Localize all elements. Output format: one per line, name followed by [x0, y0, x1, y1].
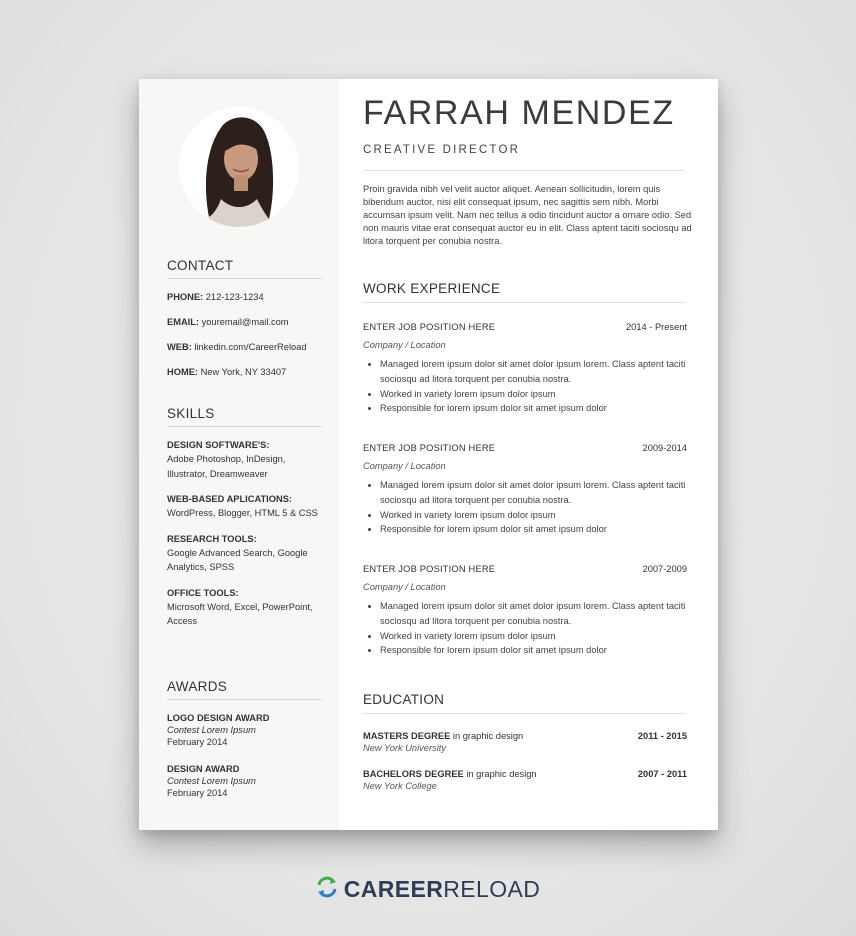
award-title: LOGO DESIGN AWARD: [167, 713, 270, 723]
contact-title: CONTACT: [167, 258, 322, 279]
skills-title: SKILLS: [167, 406, 322, 427]
award-title: DESIGN AWARD: [167, 764, 240, 774]
job-header: [363, 442, 687, 454]
refresh-arrows-icon: [316, 876, 338, 903]
candidate-role: CREATIVE DIRECTOR: [363, 144, 521, 156]
job-bullet: • Responsible for lorem ipsum dolor sit amet ipsum dolor: [380, 522, 687, 537]
education-field: in graphic design: [450, 731, 524, 741]
job-bullets: [363, 599, 687, 658]
contact-home-value: New York, NY 33407: [198, 367, 287, 377]
resume-sidebar: [139, 79, 339, 830]
job-date: 2007-2009: [642, 564, 687, 574]
job-date: 2014 - Present: [626, 322, 687, 332]
award-item: [167, 712, 322, 748]
resume-main: [339, 79, 718, 830]
job-entry: [363, 442, 687, 537]
education-school: New York College: [363, 781, 437, 791]
contact-web-label: WEB:: [167, 342, 192, 352]
job-bullet: • Worked in variety lorem ipsum dolor ipsum: [380, 508, 687, 523]
education-header: [363, 730, 687, 742]
job-position: ENTER JOB POSITION HERE: [363, 443, 496, 453]
contact-phone-label: PHONE:: [167, 292, 204, 302]
job-bullet: • Worked in variety lorem ipsum dolor ipsum: [380, 387, 687, 402]
education-date: 2011 - 2015: [637, 731, 687, 741]
contact-home: [167, 366, 322, 378]
job-company: Company / Location: [363, 461, 446, 471]
skill-item: [167, 439, 322, 481]
job-header: [363, 563, 687, 575]
candidate-name: FARRAH MENDEZ: [363, 94, 675, 132]
awards-title: AWARDS: [167, 679, 322, 700]
job-entry: [363, 321, 687, 416]
header-divider: [363, 170, 685, 171]
skill-text: Google Advanced Search, Google: [167, 547, 308, 558]
contact-home-label: HOME:: [167, 367, 198, 377]
work-experience-title: WORK EXPERIENCE: [363, 281, 685, 303]
skill-text: Analytics, SPSS: [167, 562, 235, 572]
education-title: EDUCATION: [363, 692, 685, 714]
skill-text: WordPress, Blogger, HTML 5 & CSS: [167, 508, 318, 518]
skill-text: Adobe Photoshop, InDesign,: [167, 454, 286, 464]
skill-text: Access: [167, 616, 197, 626]
education-degree: MASTERS DEGREE: [363, 731, 451, 741]
contact-email-label: EMAIL:: [167, 317, 200, 327]
job-entry: [363, 563, 687, 658]
brand-wordmark: [344, 876, 541, 903]
job-company: Company / Location: [363, 340, 446, 350]
contact-phone: [167, 291, 322, 303]
job-bullet: • Managed lorem ipsum dolor sit amet dolor ipsum lorem. Class aptent taciti sociosqu ad litora torquent per conubia nostra.: [380, 478, 687, 508]
contact-phone-value: 212-123-1234: [203, 292, 264, 302]
education-degree-line: [363, 768, 537, 780]
education-header: [363, 768, 687, 780]
education-degree-line: [363, 730, 523, 742]
job-company: Company / Location: [363, 582, 446, 592]
job-bullets: [363, 357, 687, 416]
skill-item: [167, 493, 322, 521]
skill-text: Illustrator, Dreamweaver: [167, 468, 268, 479]
award-date: February 2014: [167, 737, 228, 747]
award-contest: Contest Lorem Ipsum: [167, 776, 256, 786]
job-bullet: • Responsible for lorem ipsum dolor sit amet ipsum dolor: [380, 401, 687, 416]
job-bullets: [363, 478, 687, 537]
job-position: ENTER JOB POSITION HERE: [363, 322, 496, 332]
job-bullet: • Worked in variety lorem ipsum dolor ipsum: [380, 629, 687, 644]
skill-title: OFFICE TOOLS:: [167, 587, 239, 598]
award-date: February 2014: [167, 788, 228, 798]
education-school: New York University: [363, 743, 447, 753]
education-entry: [363, 768, 687, 793]
contact-section: [167, 258, 322, 391]
education-field: in graphic design: [463, 769, 537, 779]
profile-summary: Proin gravida nibh vel velit auctor aliquet. Aenean sollicitudin, lorem quis bibendum auctor, nisi elit consequat ipsum, nec sagittis sem nibh. Morbi accumsan ipsum velit. Nam nec tellus a odio tincidunt auctor a ornare odio. Sed non mauris vitae erat consequat auctor eu in elit. Class aptent taciti sociosqu ad litora torquent per conubia nostra.: [363, 184, 692, 246]
skill-title: WEB-BASED APLICATIONS:: [167, 494, 292, 504]
job-position: ENTER JOB POSITION HERE: [363, 564, 496, 574]
education-date: 2007 - 2011: [637, 769, 687, 779]
education-entry: [363, 730, 687, 755]
contact-web-value: linkedin.com/CareerReload: [191, 342, 307, 352]
skill-item: [167, 533, 322, 575]
job-bullet: • Managed lorem ipsum dolor sit amet dolor ipsum lorem. Class aptent taciti sociosqu ad litora torquent per conubia nostra.: [380, 599, 687, 629]
education-degree: BACHELORS DEGREE: [363, 769, 464, 779]
contact-web: [167, 341, 322, 353]
job-date: 2009-2014: [642, 443, 687, 453]
job-bullet: • Managed lorem ipsum dolor sit amet dolor ipsum lorem. Class aptent taciti sociosqu ad litora torquent per conubia nostra.: [380, 357, 687, 387]
skill-title: DESIGN SOFTWARE'S:: [167, 440, 270, 450]
job-header: [363, 321, 687, 333]
contact-email: [167, 316, 322, 328]
skill-text: Microsoft Word, Excel, PowerPoint,: [167, 601, 313, 612]
skills-section: [167, 406, 322, 641]
skill-title: RESEARCH TOOLS:: [167, 533, 257, 544]
award-item: [167, 763, 322, 799]
job-bullet: • Responsible for lorem ipsum dolor sit amet ipsum dolor: [380, 643, 687, 658]
award-contest: Contest Lorem Ipsum: [167, 725, 256, 735]
contact-email-value: youremail@mail.com: [199, 317, 289, 327]
brand-bold-text: CAREER: [343, 876, 444, 902]
resume-page: [139, 79, 718, 830]
profile-photo: [179, 107, 299, 227]
brand-logo: [0, 876, 856, 903]
brand-light-text: RELOAD: [443, 876, 541, 902]
awards-section: [167, 679, 322, 814]
skill-item: [167, 587, 322, 629]
